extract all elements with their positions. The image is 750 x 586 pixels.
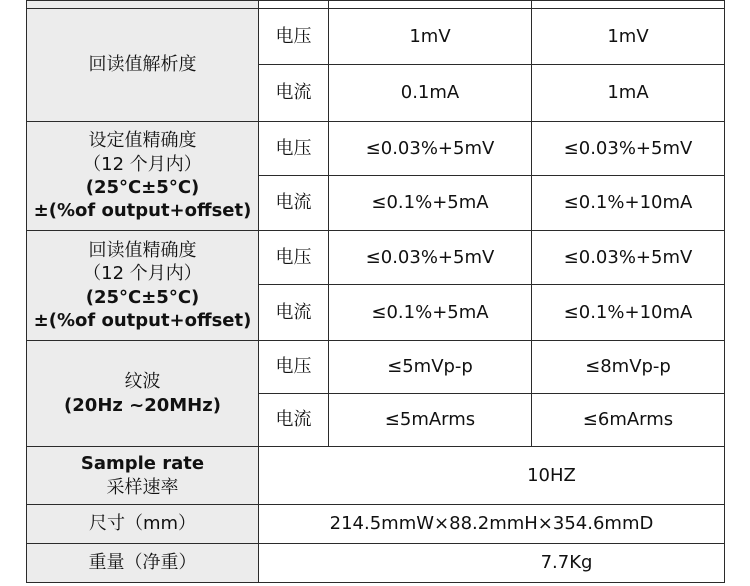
- param-temp: (25°C±5°C): [85, 177, 200, 198]
- value-cell: ≤6mArms: [532, 394, 725, 447]
- param-temp: (25°C±5°C): [85, 286, 200, 308]
- param-label: 纹波: [124, 371, 161, 393]
- param-size: [27, 505, 259, 544]
- value-cell: 7.7Kg: [259, 544, 725, 583]
- top-partial-cell: [27, 1, 259, 9]
- value-cell: 1mA: [532, 65, 725, 122]
- sub-label-current: 电流: [259, 285, 329, 341]
- spec-table: [26, 0, 725, 583]
- table-row: [27, 505, 725, 544]
- value-cell: 1mV: [329, 9, 532, 65]
- sub-label-voltage: 电压: [259, 9, 329, 65]
- sub-label-current: 电流: [259, 176, 329, 231]
- sub-label-current: 电流: [259, 394, 329, 447]
- param-label: 回读值解析度: [88, 54, 197, 76]
- value-cell: 1mV: [532, 9, 725, 65]
- value-cell: ≤0.1%+5mA: [329, 285, 532, 341]
- table-row: [27, 341, 725, 394]
- param-label: 尺寸（mm）: [88, 513, 197, 535]
- param-label: 重量（净重）: [88, 552, 197, 574]
- sub-label-voltage: 电压: [259, 122, 329, 176]
- param-formula: ±(%of output+offset): [33, 200, 252, 222]
- param-set-accuracy: [27, 122, 259, 231]
- value-cell: 214.5mmW×88.2mmH×354.6mmD: [259, 505, 725, 544]
- value-cell: ≤5mVp-p: [329, 341, 532, 394]
- param-label: 设定值精确度: [88, 130, 197, 152]
- param-period: （12 个月内）: [83, 263, 202, 285]
- table-row: [27, 231, 725, 285]
- param-label-en: Sample rate: [80, 453, 205, 475]
- sub-label-voltage: 电压: [259, 231, 329, 285]
- value-cell: ≤0.1%+10mA: [532, 176, 725, 231]
- sub-label-voltage: 电压: [259, 341, 329, 394]
- param-ripple: [27, 341, 259, 447]
- table-row: [27, 122, 725, 176]
- value-cell: 10HZ: [259, 447, 725, 505]
- top-partial-cell: [329, 1, 532, 9]
- sub-label-current: 电流: [259, 65, 329, 122]
- top-partial-cell: [259, 1, 329, 9]
- param-weight: [27, 544, 259, 583]
- table-row: [27, 544, 725, 583]
- value-cell: 0.1mA: [329, 65, 532, 122]
- param-readback-resolution: [27, 9, 259, 122]
- param-formula: ±(%of output+offset): [33, 309, 252, 331]
- table-row: [27, 9, 725, 65]
- param-label: 回读值精确度: [88, 239, 197, 261]
- table-row: [27, 447, 725, 505]
- param-band: (20Hz ~20MHz): [64, 394, 221, 416]
- param-period: （12 个月内）: [83, 153, 202, 175]
- top-partial-cell: [532, 1, 725, 9]
- table-row: [27, 1, 725, 9]
- value-cell: ≤8mVp-p: [532, 341, 725, 394]
- value-cell: ≤0.03%+5mV: [329, 122, 532, 176]
- value-cell: ≤0.03%+5mV: [532, 231, 725, 285]
- param-label-cn: 采样速率: [106, 476, 179, 498]
- value-cell: ≤0.03%+5mV: [532, 122, 725, 176]
- param-sample-rate: [27, 447, 259, 505]
- param-readback-accuracy: [27, 231, 259, 341]
- value-cell: ≤0.03%+5mV: [329, 231, 532, 285]
- value-cell: ≤5mArms: [329, 394, 532, 447]
- value-cell: ≤0.1%+10mA: [532, 285, 725, 341]
- value-cell: ≤0.1%+5mA: [329, 176, 532, 231]
